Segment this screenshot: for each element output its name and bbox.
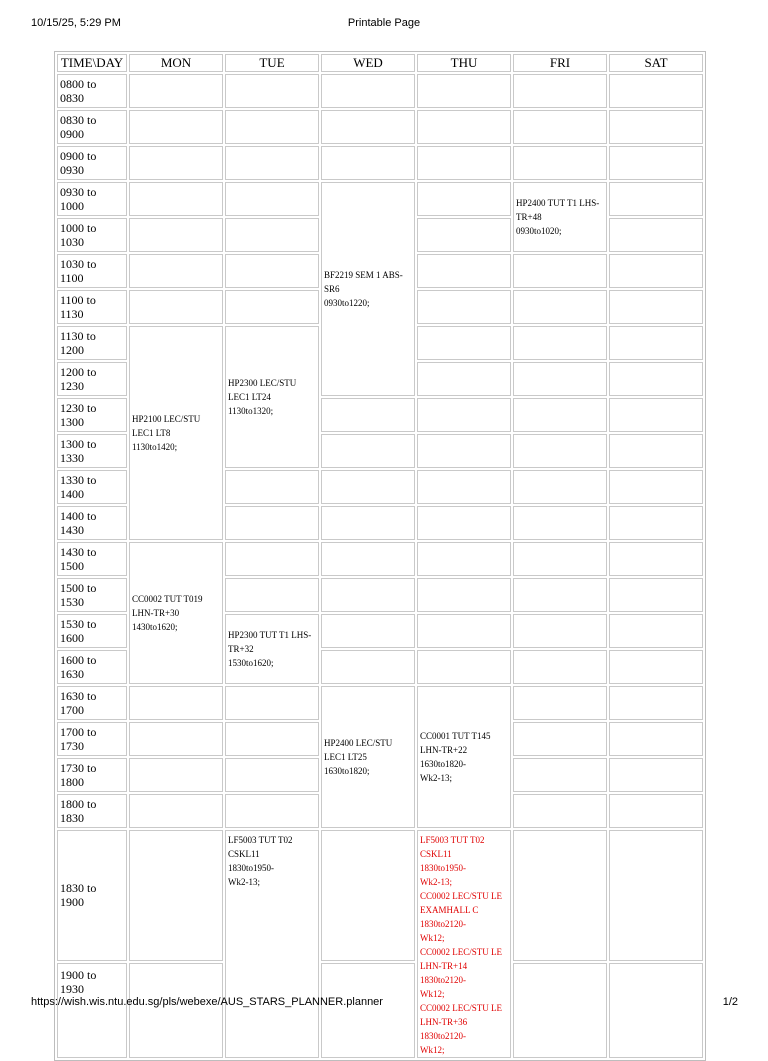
- empty-cell: [321, 614, 415, 648]
- empty-cell: [513, 398, 607, 432]
- time-slot-label: 1000 to 1030: [57, 218, 127, 252]
- footer-page-number: 1/2: [722, 996, 738, 1008]
- empty-cell: [225, 254, 319, 288]
- empty-cell: [225, 758, 319, 792]
- empty-cell: [321, 74, 415, 108]
- empty-cell: [417, 326, 511, 360]
- empty-cell: [417, 362, 511, 396]
- empty-cell: [609, 398, 703, 432]
- empty-cell: [129, 758, 223, 792]
- empty-cell: [417, 398, 511, 432]
- event-hp2400-lec[interactable]: HP2400 LEC/STU LEC1 LT25 1630to1820;: [321, 686, 415, 828]
- empty-cell: [513, 146, 607, 180]
- empty-cell: [321, 470, 415, 504]
- event-clash-group[interactable]: LF5003 TUT T02 CSKL11 1830to1950- Wk2-13; CC0002 LEC/STU LE EXAMHALL C 1830to2120- Wk12; CC0002 LEC/STU LE LHN-TR+14 1830to2120- Wk12; CC0002 LEC/STU LE LHN-TR+36 1830to2120- Wk12;: [417, 830, 511, 1058]
- time-slot-label: 0900 to 0930: [57, 146, 127, 180]
- empty-cell: [417, 218, 511, 252]
- time-slot-label: 0800 to 0830: [57, 74, 127, 108]
- time-slot-label: 1430 to 1500: [57, 542, 127, 576]
- empty-cell: [609, 290, 703, 324]
- empty-cell: [609, 74, 703, 108]
- time-slot-label: 1530 to 1600: [57, 614, 127, 648]
- time-slot-label: 1630 to 1700: [57, 686, 127, 720]
- time-slot-label: 1130 to 1200: [57, 326, 127, 360]
- empty-cell: [513, 506, 607, 540]
- empty-cell: [225, 74, 319, 108]
- time-slot-label: 1700 to 1730: [57, 722, 127, 756]
- empty-cell: [129, 830, 223, 961]
- empty-cell: [225, 182, 319, 216]
- footer-url: https://wish.wis.ntu.edu.sg/pls/webexe/AUS_STARS_PLANNER.planner: [31, 996, 383, 1008]
- empty-cell: [609, 218, 703, 252]
- time-slot-label: 1100 to 1130: [57, 290, 127, 324]
- empty-cell: [129, 290, 223, 324]
- empty-cell: [321, 542, 415, 576]
- empty-cell: [225, 110, 319, 144]
- empty-cell: [609, 326, 703, 360]
- empty-cell: [609, 146, 703, 180]
- empty-cell: [609, 758, 703, 792]
- empty-cell: [609, 578, 703, 612]
- time-slot-label: 1600 to 1630: [57, 650, 127, 684]
- empty-cell: [609, 506, 703, 540]
- empty-cell: [225, 506, 319, 540]
- empty-cell: [225, 218, 319, 252]
- empty-cell: [513, 290, 607, 324]
- time-slot-label: 1030 to 1100: [57, 254, 127, 288]
- column-header-thu: THU: [417, 54, 511, 72]
- empty-cell: [609, 963, 703, 1058]
- event-hp2300-lec[interactable]: HP2300 LEC/STU LEC1 LT24 1130to1320;: [225, 326, 319, 468]
- empty-cell: [609, 110, 703, 144]
- time-slot-label: 1830 to 1900: [57, 830, 127, 961]
- empty-cell: [225, 722, 319, 756]
- empty-cell: [129, 146, 223, 180]
- empty-cell: [513, 254, 607, 288]
- empty-cell: [609, 182, 703, 216]
- event-cc0001-tut[interactable]: CC0001 TUT T145 LHN-TR+22 1630to1820- Wk2-13;: [417, 686, 511, 828]
- table-row: [57, 542, 703, 576]
- empty-cell: [417, 434, 511, 468]
- empty-cell: [321, 578, 415, 612]
- empty-cell: [609, 830, 703, 961]
- empty-cell: [609, 434, 703, 468]
- empty-cell: [129, 74, 223, 108]
- empty-cell: [225, 578, 319, 612]
- header-row: [57, 54, 703, 72]
- empty-cell: [129, 218, 223, 252]
- empty-cell: [129, 963, 223, 1058]
- empty-cell: [225, 470, 319, 504]
- empty-cell: [129, 182, 223, 216]
- column-header-wed: WED: [321, 54, 415, 72]
- time-slot-label: 1730 to 1800: [57, 758, 127, 792]
- empty-cell: [513, 722, 607, 756]
- empty-cell: [513, 542, 607, 576]
- empty-cell: [417, 254, 511, 288]
- event-bf2219-sem[interactable]: BF2219 SEM 1 ABS- SR6 0930to1220;: [321, 182, 415, 396]
- empty-cell: [513, 686, 607, 720]
- empty-cell: [513, 794, 607, 828]
- empty-cell: [609, 722, 703, 756]
- empty-cell: [321, 398, 415, 432]
- empty-cell: [225, 146, 319, 180]
- empty-cell: [513, 74, 607, 108]
- table-row: [57, 182, 703, 216]
- column-header-mon: MON: [129, 54, 223, 72]
- timetable-grid: [54, 51, 706, 1061]
- empty-cell: [321, 434, 415, 468]
- empty-cell: [513, 578, 607, 612]
- empty-cell: [417, 182, 511, 216]
- empty-cell: [321, 506, 415, 540]
- print-datetime: 10/15/25, 5:29 PM: [31, 17, 121, 29]
- time-slot-label: 1400 to 1430: [57, 506, 127, 540]
- empty-cell: [513, 758, 607, 792]
- empty-cell: [417, 650, 511, 684]
- empty-cell: [609, 254, 703, 288]
- empty-cell: [417, 506, 511, 540]
- empty-cell: [225, 794, 319, 828]
- empty-cell: [513, 434, 607, 468]
- column-header-timeday: TIME\DAY: [57, 54, 127, 72]
- empty-cell: [513, 326, 607, 360]
- empty-cell: [321, 146, 415, 180]
- empty-cell: [609, 650, 703, 684]
- empty-cell: [513, 614, 607, 648]
- column-header-fri: FRI: [513, 54, 607, 72]
- time-slot-label: 1200 to 1230: [57, 362, 127, 396]
- empty-cell: [609, 362, 703, 396]
- empty-cell: [129, 794, 223, 828]
- table-row: [57, 963, 703, 1058]
- empty-cell: [513, 830, 607, 961]
- time-slot-label: 1330 to 1400: [57, 470, 127, 504]
- table-row: [57, 110, 703, 144]
- empty-cell: [417, 578, 511, 612]
- table-row: [57, 686, 703, 720]
- table-row: [57, 830, 703, 961]
- time-slot-label: 1500 to 1530: [57, 578, 127, 612]
- column-header-sat: SAT: [609, 54, 703, 72]
- empty-cell: [129, 686, 223, 720]
- empty-cell: [609, 686, 703, 720]
- empty-cell: [129, 110, 223, 144]
- event-hp2400-tut[interactable]: HP2400 TUT T1 LHS- TR+48 0930to1020;: [513, 182, 607, 252]
- time-slot-label: 0830 to 0900: [57, 110, 127, 144]
- time-slot-label: 1900 to 1930: [57, 963, 127, 1058]
- empty-cell: [321, 963, 415, 1058]
- empty-cell: [417, 146, 511, 180]
- empty-cell: [321, 110, 415, 144]
- empty-cell: [513, 362, 607, 396]
- empty-cell: [609, 542, 703, 576]
- event-lf5003-tut[interactable]: LF5003 TUT T02 CSKL11 1830to1950- Wk2-13;: [225, 830, 319, 1058]
- event-hp2300-tut[interactable]: HP2300 TUT T1 LHS- TR+32 1530to1620;: [225, 614, 319, 684]
- time-slot-label: 1800 to 1830: [57, 794, 127, 828]
- time-slot-label: 1230 to 1300: [57, 398, 127, 432]
- empty-cell: [417, 542, 511, 576]
- empty-cell: [321, 650, 415, 684]
- time-slot-label: 0930 to 1000: [57, 182, 127, 216]
- empty-cell: [417, 614, 511, 648]
- empty-cell: [129, 254, 223, 288]
- empty-cell: [321, 830, 415, 961]
- empty-cell: [417, 470, 511, 504]
- empty-cell: [513, 110, 607, 144]
- empty-cell: [225, 542, 319, 576]
- empty-cell: [609, 470, 703, 504]
- empty-cell: [417, 110, 511, 144]
- table-row: [57, 74, 703, 108]
- empty-cell: [129, 722, 223, 756]
- column-header-tue: TUE: [225, 54, 319, 72]
- empty-cell: [417, 74, 511, 108]
- empty-cell: [513, 963, 607, 1058]
- empty-cell: [417, 290, 511, 324]
- table-row: [57, 146, 703, 180]
- event-cc0002-tut[interactable]: CC0002 TUT T019 LHN-TR+30 1430to1620;: [129, 542, 223, 684]
- timetable: [54, 51, 706, 1061]
- empty-cell: [225, 686, 319, 720]
- empty-cell: [513, 470, 607, 504]
- print-page-title: Printable Page: [347, 17, 421, 29]
- time-slot-label: 1300 to 1330: [57, 434, 127, 468]
- event-hp2100-lec[interactable]: HP2100 LEC/STU LEC1 LT8 1130to1420;: [129, 326, 223, 540]
- empty-cell: [513, 650, 607, 684]
- empty-cell: [225, 290, 319, 324]
- empty-cell: [609, 614, 703, 648]
- empty-cell: [609, 794, 703, 828]
